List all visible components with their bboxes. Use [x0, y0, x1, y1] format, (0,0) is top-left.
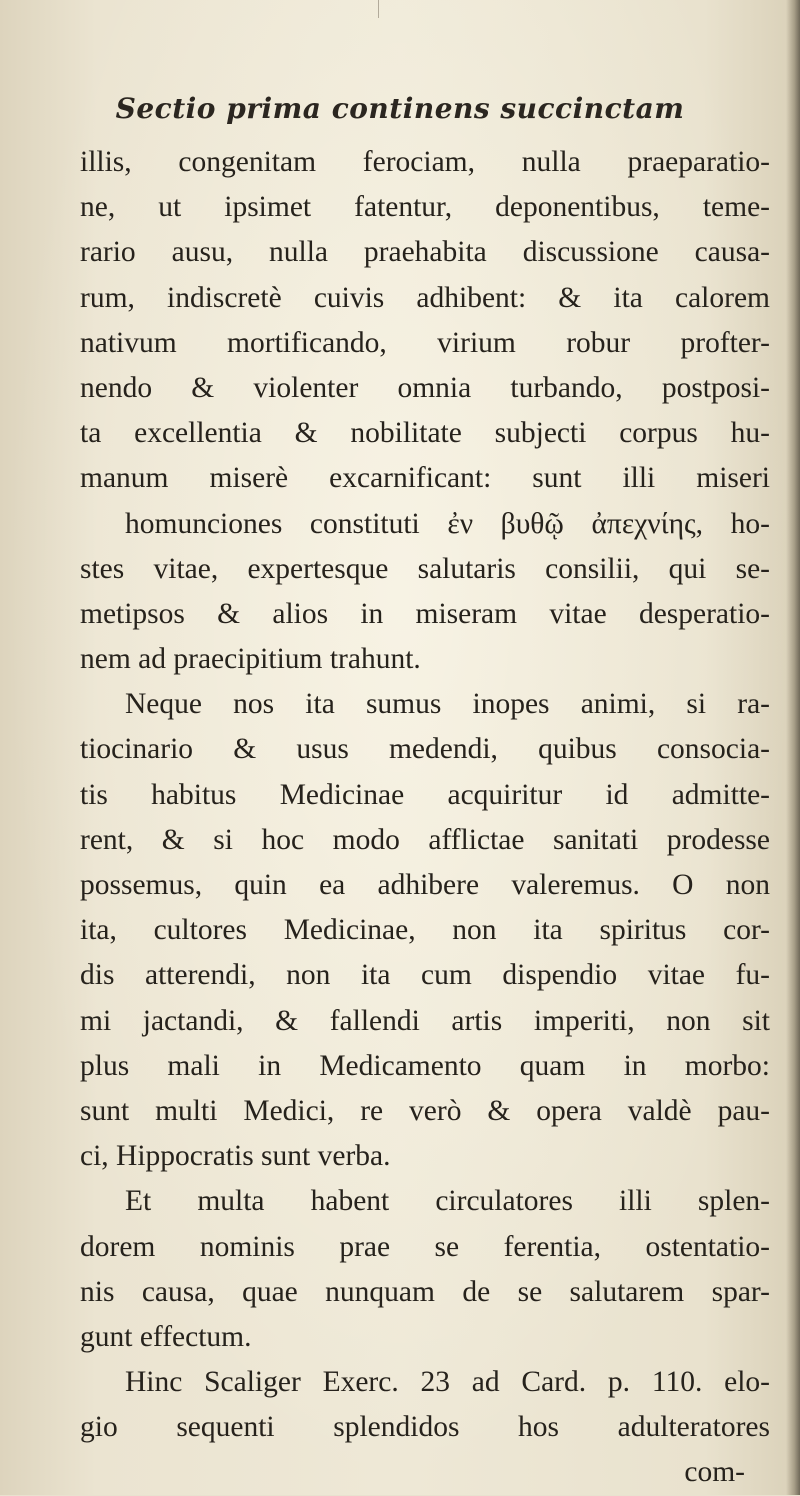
text-line: ta excellentia & nobilitate subjecti corpus hu-: [80, 417, 770, 450]
text-line: illis, congenitam ferociam, nulla praeparatio-: [80, 146, 770, 178]
text-line: nis causa, quae nunquam de se salutarem spar-: [80, 1275, 770, 1308]
text-line: nem ad praecipitium trahunt.: [80, 643, 421, 676]
text-line: rario ausu, nulla praehabita discussione causa-: [80, 236, 770, 269]
paragraph-start-line: Hinc Scaliger Exerc. 23 ad Card. p. 110. elo-: [125, 1366, 770, 1399]
text-line: stes vitae, expertesque salutaris consilii, qui se-: [80, 552, 770, 585]
text-line: sunt multi Medici, re verò & opera valdè pau-: [80, 1094, 770, 1127]
text-line: mi jactandi, & fallendi artis imperiti, non sit: [80, 1004, 770, 1037]
body-text: [80, 140, 770, 1496]
page-fold-shadow: [786, 0, 800, 1495]
catchword: com-: [684, 1456, 745, 1489]
text-line: plus mali in Medicamento quam in morbo:: [80, 1049, 770, 1082]
text-line: tiocinario & usus medendi, quibus consocia-: [80, 733, 770, 766]
text-line: nativum mortificando, virium robur profter-: [80, 326, 770, 359]
page-edge-mark: [368, 0, 379, 18]
text-line: ita, cultores Medicinae, non ita spiritus cor-: [80, 914, 770, 947]
text-line: gio sequenti splendidos hos adulteratores: [80, 1411, 770, 1444]
text-line: gunt effectum.: [80, 1320, 252, 1353]
text-line: rum, indiscretè cuivis adhibent: & ita calorem: [80, 281, 770, 314]
running-head: Sectio prima continens succinctam: [115, 92, 685, 125]
text-line: manum miserè excarnificant: sunt illi miseri: [80, 462, 770, 495]
text-line: nendo & violenter omnia turbando, postposi-: [80, 371, 770, 404]
text-line: ci, Hippocratis sunt verba.: [80, 1140, 391, 1173]
paragraph-start-line: Neque nos ita sumus inopes animi, si ra-: [125, 688, 770, 721]
text-line: rent, & si hoc modo afflictae sanitati prodesse: [80, 823, 770, 856]
text-line: ne, ut ipsimet fatentur, deponentibus, teme-: [80, 191, 770, 224]
text-line: tis habitus Medicinae acquiritur id admitte-: [80, 778, 770, 811]
text-line: possemus, quin ea adhibere valeremus. O non: [80, 869, 770, 901]
text-line: metipsos & alios in miseram vitae desperatio-: [80, 597, 770, 630]
text-line: dorem nominis prae se ferentia, ostentatio-: [80, 1230, 770, 1263]
paragraph-start-line: Et multa habent circulatores illi splen-: [125, 1185, 770, 1218]
text-line: dis atterendi, non ita cum dispendio vitae fu-: [80, 959, 770, 992]
text-line: homunciones constituti ἐν βυθῷ ἀπεχνίης, ho-: [125, 507, 770, 540]
